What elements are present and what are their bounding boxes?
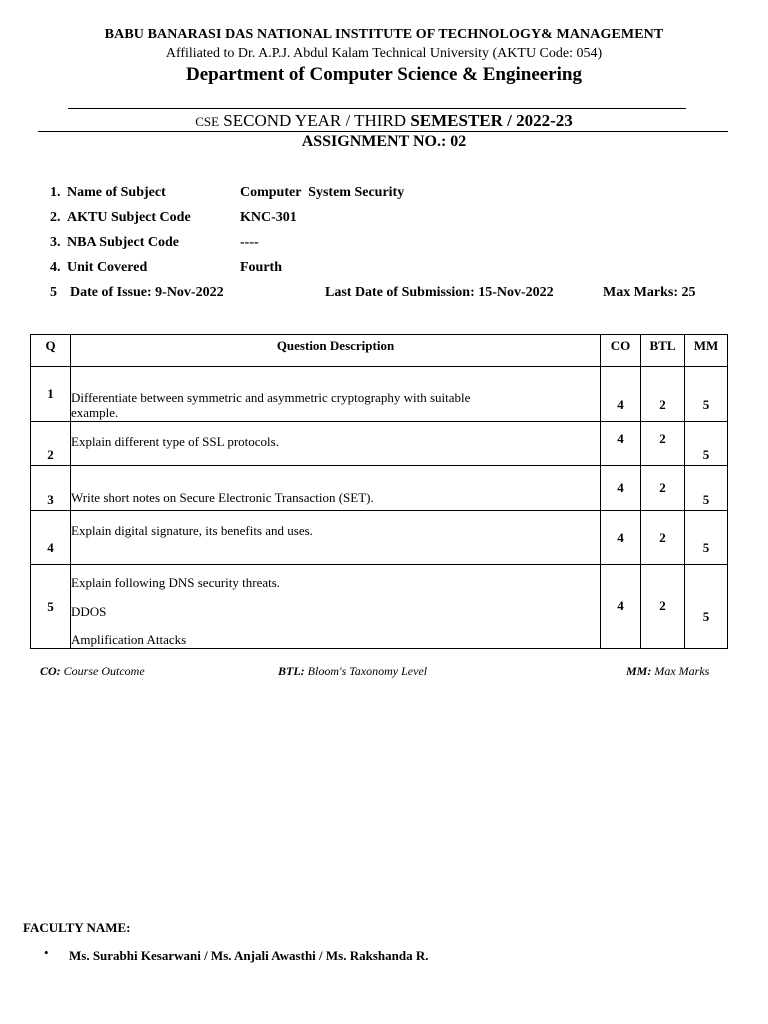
question-number: 2 [31, 422, 71, 466]
btl-value: 2 [641, 367, 685, 422]
info-label-aktu-code: AKTU Subject Code [67, 210, 191, 225]
description-line: example. [71, 405, 119, 420]
question-description [71, 367, 601, 422]
info-label-subject: Name of Subject [67, 185, 166, 200]
co-value: 4 [601, 565, 641, 649]
btl-value: 2 [641, 511, 685, 565]
assignment-number: ASSIGNMENT NO.: 02 [301, 133, 467, 150]
affiliation-line: Affiliated to Dr. A.P.J. Abdul Kalam Technical University (AKTU Code: 054) [165, 46, 603, 61]
header-mm: MM [685, 335, 728, 367]
institute-name: BABU BANARASI DAS NATIONAL INSTITUTE OF TECHNOLOGY& MANAGEMENT [104, 27, 664, 42]
year-semester [0, 111, 768, 131]
header-description: Question Description [71, 335, 601, 367]
description-line: Write short notes on Secure Electronic Transaction (SET). [71, 490, 374, 505]
description-line: Differentiate between symmetric and asymmetric cryptography with suitable [71, 390, 471, 405]
legend-mm-text: Max Marks [654, 664, 710, 678]
question-number: 5 [31, 565, 71, 649]
description-line: Explain following DNS security threats. [71, 575, 281, 590]
question-description [71, 466, 601, 511]
department-title: Department of Computer Science & Engineering [186, 64, 582, 85]
table-row [31, 367, 728, 422]
header-q: Q [31, 335, 71, 367]
description-line: Explain digital signature, its benefits and uses. [71, 523, 313, 538]
info-label-unit: Unit Covered [67, 260, 148, 275]
bullet-icon: • [44, 945, 49, 960]
btl-value: 2 [641, 565, 685, 649]
question-description [71, 511, 601, 565]
faculty-title: FACULTY NAME: [23, 920, 131, 935]
table-row [31, 466, 728, 511]
legend-btl-text: Bloom's Taxonomy Level [307, 664, 428, 678]
legend-mm-key: MM: [626, 664, 652, 678]
mm-value: 5 [685, 565, 728, 649]
co-value: 4 [601, 422, 641, 466]
header-btl: BTL [641, 335, 685, 367]
info-value-subject: Computer System Security [240, 185, 405, 200]
mm-value: 5 [685, 466, 728, 511]
header-co: CO [601, 335, 641, 367]
co-value: 4 [601, 367, 641, 422]
legend-btl-key: BTL: [278, 664, 305, 678]
questions-table [30, 334, 728, 649]
info-value-unit: Fourth [240, 260, 282, 275]
co-value: 4 [601, 466, 641, 511]
legend-btl [278, 664, 427, 679]
table-row [31, 511, 728, 565]
info-num: 3. [50, 235, 61, 250]
header-divider-bottom [38, 131, 728, 132]
description-line: Amplification Attacks [71, 632, 187, 647]
info-num: 4. [50, 260, 61, 275]
info-value-nba-code: ---- [240, 235, 259, 250]
info-num: 2. [50, 210, 61, 225]
question-number: 1 [31, 367, 71, 422]
mm-value: 5 [685, 367, 728, 422]
faculty-names: Ms. Surabhi Kesarwani / Ms. Anjali Awasthi / Ms. Rakshanda R. [69, 948, 429, 963]
year-suffix: SEMESTER / 2022-23 [410, 111, 573, 130]
year-prefix: CSE [195, 114, 220, 129]
info-value-aktu-code: KNC-301 [240, 210, 297, 225]
table-row [31, 565, 728, 649]
table-row [31, 422, 728, 466]
info-num: 1. [50, 185, 61, 200]
btl-value: 2 [641, 466, 685, 511]
date-of-issue: Date of Issue: 9-Nov-2022 [70, 285, 224, 300]
question-description [71, 565, 601, 649]
legend-mm [626, 664, 709, 679]
year-mid: SECOND YEAR / THIRD [223, 111, 407, 130]
question-number: 4 [31, 511, 71, 565]
info-label-nba-code: NBA Subject Code [67, 235, 180, 250]
btl-value: 2 [641, 422, 685, 466]
mm-value: 5 [685, 422, 728, 466]
header-divider-top [68, 108, 686, 109]
legend-co-key: CO: [40, 664, 61, 678]
max-marks: Max Marks: 25 [603, 285, 696, 300]
last-date-of-submission: Last Date of Submission: 15-Nov-2022 [325, 285, 554, 300]
mm-value: 5 [685, 511, 728, 565]
description-line: Explain different type of SSL protocols. [71, 434, 279, 449]
legend-co [40, 664, 145, 679]
co-value: 4 [601, 511, 641, 565]
description-line: DDOS [71, 604, 107, 619]
question-number: 3 [31, 466, 71, 511]
question-description [71, 422, 601, 466]
legend-co-text: Course Outcome [63, 664, 145, 678]
table-header-row [31, 335, 728, 367]
info-num: 5 [50, 285, 57, 300]
